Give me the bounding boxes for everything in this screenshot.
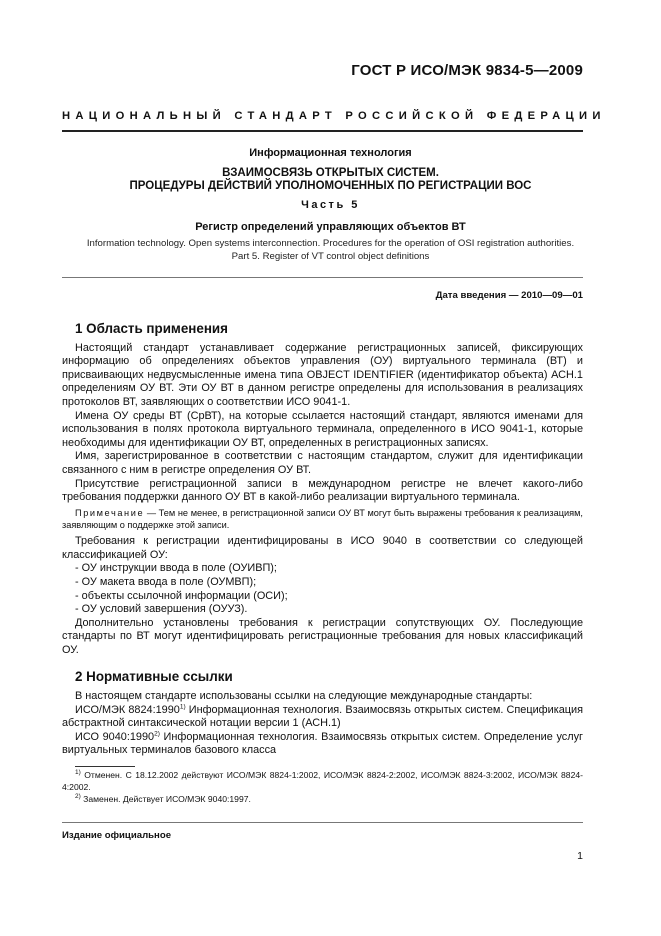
section2-heading: 2 Нормативные ссылки — [75, 669, 233, 685]
reference-id: ИСО 9040:1990 — [75, 730, 155, 743]
reference-text: Информационная технология. Взаимосвязь открытых систем. Определение услуг виртуальных терминалов базового класса — [62, 730, 583, 757]
footnote — [62, 770, 583, 794]
title-english-line1: Information technology. Open systems interconnection. Procedures for the operation of OSI registration authorities. — [86, 238, 575, 249]
section1-paragraph: Присутствие регистрационной записи в международном регистре не влечет какого-либо требования поддержки данного ОУ ВТ в какой-либо реализации виртуального терминала. — [62, 477, 583, 504]
page-number: 1 — [577, 850, 583, 862]
section1-paragraph: Имя, зарегистрированное в соответствии с настоящим стандартом, служит для идентификации связанного с ним в регистре определения ОУ ВТ. — [62, 450, 583, 476]
edition-rule — [62, 822, 583, 823]
section1-paragraph: Настоящий стандарт устанавливает содержание регистрационных записей, фиксирующих информацию об определениях объектов управления (ОУ) виртуального терминала (ВТ) и присваивающих недвусмысленные имена типа OBJECT IDENTIFIER (идентификатор объекта) АСН.1 определениям ОУ ВТ. Эти ОУ ВТ в данном регистре определены для использования в реализациях протоколов ВТ, заявляющих о соответствии ИСО 9041-1. — [62, 341, 583, 408]
footnote-text: Отменен. С 18.12.2002 действуют ИСО/МЭК 8824-1:2002, ИСО/МЭК 8824-2:2002, ИСО/МЭК 8824-3:2002, ИСО/МЭК 8824-4:2002. — [62, 770, 583, 792]
title-main — [40, 167, 621, 193]
section1-paragraph: Имена ОУ среды ВТ (СрВТ), на которые ссылается настоящий стандарт, являются именами для использования в полях протокола виртуального терминала, определенного в ИСО 9041-1, которые необходимы для идентификации ОУ ВТ, определенных в регистрационных записях. — [62, 409, 583, 449]
section1-paragraph: Дополнительно установлены требования к регистрации сопутствующих ОУ. Последующие стандарты по ВТ могут идентифицировать регистрационные требования для новых классификаций ОУ. — [62, 616, 583, 656]
note-label: Примечание — [75, 507, 145, 518]
title-subtitle: Регистр определений управляющих объектов ВТ — [195, 221, 466, 233]
footnote-mark: 2) — [75, 792, 81, 800]
list-item: - ОУ инструкции ввода в поле (ОУИВП); — [75, 562, 277, 575]
introduction-date: Дата введения — 2010—09—01 — [435, 290, 583, 301]
edition-label: Издание официальное — [62, 830, 172, 841]
document-body — [62, 322, 583, 758]
footnote-mark: 1) — [75, 769, 81, 777]
reference-item — [62, 704, 583, 731]
header-rule — [62, 130, 583, 132]
section1-paragraph: Требования к регистрации идентифицированы в ИСО 9040 в соответствии со следующей классификацией ОУ: — [62, 535, 583, 561]
title-part: Часть 5 — [301, 199, 360, 211]
document-id: ГОСТ Р ИСО/МЭК 9834-5—2009 — [351, 62, 583, 79]
list-item: - объекты ссылочной информации (ОСИ); — [75, 589, 288, 602]
title-main-line1: ВЗАИМОСВЯЗЬ ОТКРЫТЫХ СИСТЕМ. — [222, 167, 439, 179]
list-item: - ОУ макета ввода в поле (ОУМВП); — [75, 575, 257, 588]
title-rule — [62, 277, 583, 278]
reference-id: ИСО/МЭК 8824:1990 — [75, 703, 180, 716]
title-category: Информационная технология — [249, 147, 412, 159]
section1-heading: 1 Область применения — [75, 321, 228, 336]
title-english — [40, 238, 621, 263]
footnote — [62, 794, 583, 806]
footnote-ref: 2) — [154, 730, 160, 738]
footnotes — [62, 770, 583, 805]
section2-paragraph: В настоящем стандарте использованы ссылки на следующие международные стандарты: — [75, 690, 533, 703]
title-main-line2: ПРОЦЕДУРЫ ДЕЙСТВИЙ УПОЛНОМОЧЕННЫХ ПО РЕГИСТРАЦИИ ВОС — [129, 180, 532, 192]
reference-item — [62, 731, 583, 758]
title-english-line2: Part 5. Register of VT control object definitions — [231, 250, 430, 262]
note — [62, 507, 583, 531]
national-standard-heading: НАЦИОНАЛЬНЫЙ СТАНДАРТ РОССИЙСКОЙ ФЕДЕРАЦИИ — [62, 110, 606, 122]
list-item: - ОУ условий завершения (ОУУЗ). — [75, 603, 248, 616]
note-text: — Тем не менее, в регистрационной записи ОУ ВТ могут быть выражены требования к реализациям, заявляющим о поддержке этой записи. — [62, 507, 583, 530]
footnote-ref: 1) — [179, 703, 186, 711]
reference-text: Информационная технология. Взаимосвязь открытых систем. Спецификация абстрактной синтаксической нотации версии 1 (АСН.1) — [62, 703, 583, 730]
footnote-rule — [75, 766, 135, 767]
footnote-text: Заменен. Действует ИСО/МЭК 9040:1997. — [80, 793, 251, 804]
